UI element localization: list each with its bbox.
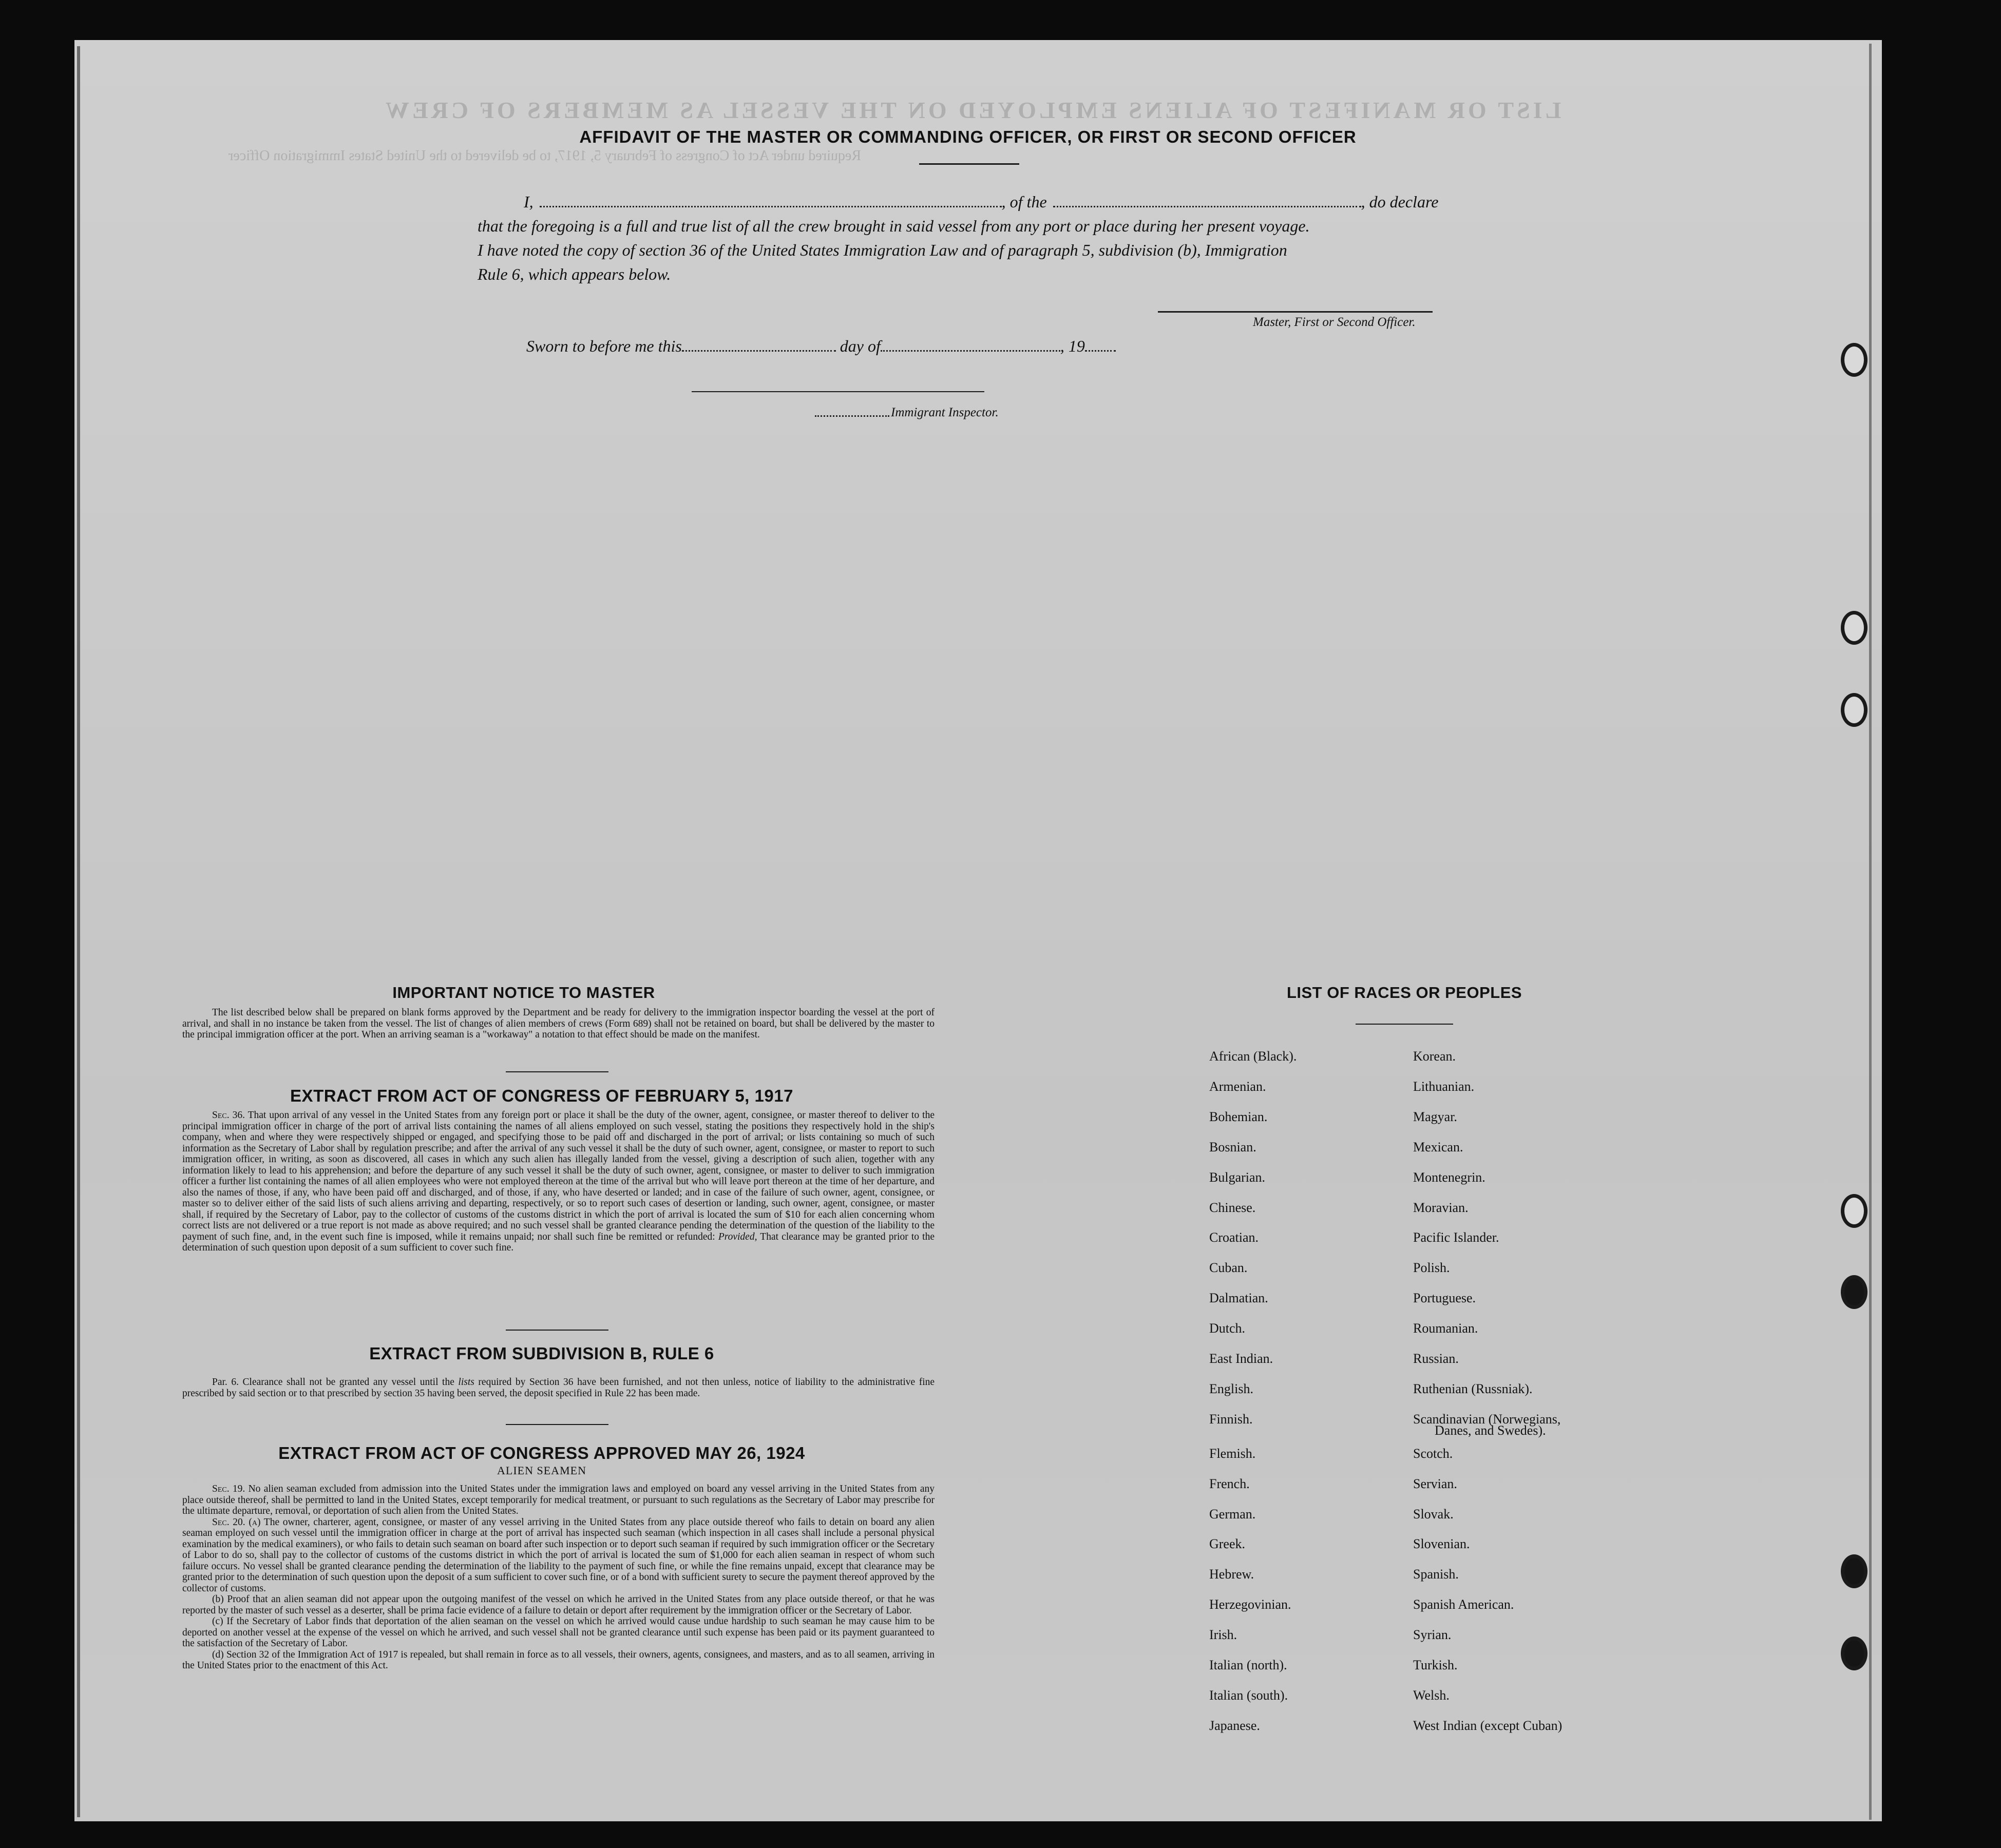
race-right-item: Mexican. [1413, 1140, 1463, 1154]
alien-seamen-subtitle: ALIEN SEAMEN [497, 1464, 586, 1477]
rule6-text-a: Par. 6. Clearance shall not be granted any vessel until the [212, 1377, 454, 1388]
vessel-name-field[interactable] [1053, 205, 1361, 207]
race-right-item: West Indian (except Cuban) [1413, 1718, 1562, 1733]
race-right-item: Scotch. [1413, 1446, 1453, 1461]
master-signature-caption: Master, First or Second Officer. [1253, 315, 1416, 329]
page-edge [1869, 44, 1872, 1820]
sec20d-text: Section 32 of the Immigration Act of 1917 is repealed, but shall remain in force as to all vessels, their owners, agents, consignees, and masters, and as to all seamen, arriving in the United States prior to the enactment of this Act. [182, 1649, 935, 1671]
binding-hole [1841, 693, 1867, 727]
inspector-signature-line[interactable] [692, 391, 984, 392]
extract-rule6-title: EXTRACT FROM SUBDIVISION B, RULE 6 [369, 1344, 714, 1363]
affidavit-line-4: Rule 6, which appears below. [478, 265, 671, 283]
binding-hole [1841, 611, 1867, 645]
sworn-prefix: Sworn to before me this [526, 337, 682, 355]
race-left-item: English. [1209, 1381, 1253, 1396]
rule6-text-b: required by Section 36 have been furnished, and not then unless, notice of liability to the administrative fine prescribed by said section or to that prescribed by section 35 having been served, the deposit specified in Rule 22 has been made. [182, 1377, 935, 1399]
race-left-item: African (Black). [1209, 1049, 1297, 1064]
race-right-item: Portuguese. [1413, 1291, 1476, 1305]
binding-hole [1841, 343, 1867, 377]
rule6-paragraph [182, 1377, 935, 1399]
extract-1917-text [182, 1110, 935, 1254]
sworn-year-field[interactable] [1085, 350, 1116, 352]
sworn-line [526, 337, 1116, 356]
bleedthrough-subtitle: Required under Act of Congress of February 5, 1917, to be delivered to the United States Immigration Officer [228, 148, 861, 164]
proviso-word: Provided, [718, 1231, 757, 1242]
notice-paragraph: The list described below shall be prepared on blank forms approved by the Department and be ready for delivery to the immigration inspector boarding the vessel at the port of arrival, and shall in no instance be taken from the vessel. The list of changes of alien members of crews (Form 689) shall not be retained on board, but shall be delivered by the master to the principal immigration officer at the port. When an arriving seaman is a "workaway" a notation to that effect should be made on the manifest. [182, 1007, 935, 1040]
sec20b-label: (b) [212, 1594, 224, 1605]
proviso-text: That clearance may be granted prior to the determination of such question upon deposit of a sum sufficient to cover such fine. [182, 1231, 935, 1253]
rule6-lists-word: lists [458, 1377, 474, 1388]
race-right-item: Polish. [1413, 1260, 1450, 1275]
master-signature-line[interactable] [1158, 311, 1433, 313]
sec20d-paragraph [182, 1649, 935, 1671]
sec19-label: Sec. 19. [212, 1484, 245, 1494]
race-left-item: Dalmatian. [1209, 1291, 1268, 1305]
sworn-month-field[interactable] [881, 350, 1060, 352]
bleedthrough-header: LIST OR MANIFEST OF ALIENS EMPLOYED ON THE VESSEL AS MEMBERS OF CREW [383, 97, 1561, 123]
race-left-item: Bohemian. [1209, 1109, 1268, 1124]
races-title-rule [1356, 1024, 1453, 1025]
sec20c-paragraph [182, 1616, 935, 1649]
inspector-dotted-line [815, 415, 889, 417]
sworn-day-field[interactable] [682, 350, 836, 352]
section-divider [506, 1424, 608, 1425]
affidavit-line-3: I have noted the copy of section 36 of the United States Immigration Law and of paragraph 5, subdivision (b), Immigration [478, 241, 1287, 259]
sec36-paragraph [182, 1110, 935, 1254]
sec36-text: That upon arrival of any vessel in the United States from any foreign port or place it shall be the duty of the owner, agent, consignee, or master thereof to deliver to the principal immigration officer in charge of the port of arrival lists containing the names of all aliens employed on such vessel, stating the positions they respectively hold in the ship's company, when and where they were respectively shipped or engaged, and specifying those to be paid off and discharged in the port of arrival; or lists containing so much of such information as the Secretary of Labor shall by regulation prescribe; and after the arrival of any such vessel it shall be the duty of such owner, agent, consignee, or master to report to such immigration officer, in writing, as soon as discovered, all cases in which any such alien has illegally landed from the vessel, giving a description of such alien, together with any information likely to lead to his apprehension; and before the departure of any such vessel it shall be the duty of such owner, agent, consignee, or master to deliver to such immigration officer a further list containing the names of all alien employees who were not employed thereon at the time of the arrival but who will leave port thereon at the time of her departure, and also the names of those, if any, who have been paid off and discharged, and of those, if any, who have deserted or landed; and in case of the failure of such owner, agent, consignee, or master so to deliver either of the said lists of such aliens arriving and departing, respectively, or so to report such cases of desertion or landing, such owner, agent, consignee, or master shall, if required by the Secretary of Labor, pay to the collector of customs of the customs district in which the port of arrival is located the sum of $10 for each alien concerning whom correct lists are not delivered or a true report is not made as above required; and no such vessel shall be granted clearance pending the determination of the question of the liability to the payment of such fine, and, in the event such fine is imposed, while it remains unpaid; nor shall such fine be remitted or refunded: [182, 1110, 935, 1242]
declarant-name-field[interactable] [540, 205, 1002, 207]
race-right-item: Turkish. [1413, 1658, 1458, 1672]
race-left-item: East Indian. [1209, 1351, 1273, 1366]
race-left-item: Japanese. [1209, 1718, 1260, 1733]
race-right-item: Russian. [1413, 1351, 1459, 1366]
notice-text [182, 1007, 935, 1041]
sec20c-label: (c) [212, 1616, 223, 1627]
race-left-item: Irish. [1209, 1627, 1237, 1642]
binding-hole [1841, 1275, 1867, 1309]
page-edge [77, 46, 80, 1817]
race-left-item: French. [1209, 1476, 1250, 1491]
race-left-item: Croatian. [1209, 1230, 1259, 1245]
extract-rule6-text [182, 1377, 935, 1399]
race-left-item: Hebrew. [1209, 1567, 1254, 1582]
race-left-item: Italian (north). [1209, 1658, 1287, 1672]
binding-hole [1841, 1554, 1867, 1588]
race-right-item: Magyar. [1413, 1109, 1457, 1124]
sec20a-text: The owner, charterer, agent, consignee, or master of any vessel arriving in the United States from any place outside thereof who fails to detain on board any alien seaman employed on such vessel until the immigration officer in charge at the port of arrival has inspected such seaman (which inspection in all cases shall include a personal physical examination by the medical examiners), or who fails to detain such seaman on board after such inspection or to deport such seaman if required by such immigration officer or the Secretary of Labor to do so, shall pay to the collector of customs of the customs district in which the port of arrival is located the sum of $1,000 for each alien seaman in respect of whom such failure occurs. No vessel shall be granted clearance pending the determination of the liability to the payment of such fine, or while the fine remains unpaid, except that clearance may be granted prior to the determination of such question upon the deposit of a sum sufficient to cover such fine, or of a bond with sufficient surety to secure the payment thereof approved by the collector of customs. [182, 1516, 935, 1594]
race-left-item: Herzegovinian. [1209, 1597, 1291, 1612]
sec19-paragraph [182, 1484, 935, 1517]
race-left-item: Greek. [1209, 1536, 1246, 1551]
race-right-item: Welsh. [1413, 1688, 1450, 1703]
race-scandinavian-cont: Danes, and Swedes). [1435, 1423, 1546, 1438]
sworn-day-of-label: day of [840, 337, 881, 355]
sec20a-paragraph [182, 1517, 935, 1594]
binding-hole [1841, 1637, 1867, 1670]
binding-hole [1841, 1194, 1867, 1228]
title-rule [919, 163, 1019, 165]
inspector-caption: Immigrant Inspector. [891, 406, 999, 419]
race-left-item: German. [1209, 1507, 1256, 1522]
section-divider [506, 1071, 608, 1072]
race-right-item: Slovak. [1413, 1507, 1454, 1522]
race-right-item: Moravian. [1413, 1200, 1469, 1215]
notice-title: IMPORTANT NOTICE TO MASTER [392, 984, 655, 1002]
race-left-item: Bulgarian. [1209, 1170, 1266, 1185]
race-right-item: Lithuanian. [1413, 1079, 1475, 1094]
race-left-item: Bosnian. [1209, 1140, 1256, 1154]
declare-label: , do declare [1361, 192, 1439, 211]
race-right-item: Spanish American. [1413, 1597, 1514, 1612]
race-left-item: Finnish. [1209, 1412, 1253, 1427]
race-right-item: Slovenian. [1413, 1536, 1470, 1551]
affidavit-line-1 [478, 190, 1458, 214]
vessel-of-label: , of the [1001, 192, 1047, 211]
race-right-item: Ruthenian (Russniak). [1413, 1381, 1533, 1396]
sec20c-text: If the Secretary of Labor finds that deportation of the alien seaman on the vessel on which he arrived would cause undue hardship to such seaman he may cause him to be deported on another vessel at the expense of the vessel on which he arrived, and such vessel shall not be granted clearance until such expense has been paid or its payment guaranteed to the satisfaction of the Secretary of Labor. [182, 1616, 935, 1649]
races-title: LIST OF RACES OR PEOPLES [1286, 984, 1522, 1002]
race-right-item: Scandinavian (Norwegians, [1413, 1412, 1561, 1427]
extract-1917-title: EXTRACT FROM ACT OF CONGRESS OF FEBRUARY 5, 1917 [290, 1086, 793, 1105]
affidavit-line-2: that the foregoing is a full and true list of all the crew brought in said vessel from any port or place during her present voyage. [478, 217, 1310, 235]
sworn-year-label: , 19 [1060, 337, 1085, 355]
sec20a-label: Sec. 20. (a) [212, 1516, 261, 1528]
race-right-item: Syrian. [1413, 1627, 1452, 1642]
race-left-item: Italian (south). [1209, 1688, 1288, 1703]
sec20b-paragraph [182, 1594, 935, 1616]
sec36-label: Sec. 36. [212, 1110, 245, 1121]
race-left-item: Chinese. [1209, 1200, 1256, 1215]
extract-1924-title: EXTRACT FROM ACT OF CONGRESS APPROVED MAY 26, 1924 [278, 1443, 805, 1462]
race-right-item: Roumanian. [1413, 1321, 1478, 1336]
affidavit-title: AFFIDAVIT OF THE MASTER OR COMMANDING OFFICER, OR FIRST OR SECOND OFFICER [579, 127, 1357, 146]
affidavit-body [478, 190, 1458, 286]
sec19-text: No alien seaman excluded from admission into the United States under the immigration laws and employed on board any vessel arriving in the United States from any place outside thereof, shall be permitted to land in the United States, except temporarily for medical treatment, or pursuant to such regulations as the Secretary of Labor may prescribe for the ultimate departure, removal, or deportation of such alien from the United States. [182, 1484, 935, 1516]
section-divider [506, 1330, 608, 1331]
race-right-item: Spanish. [1413, 1567, 1459, 1582]
race-right-item: Korean. [1413, 1049, 1456, 1064]
sec20b-text: Proof that an alien seaman did not appear upon the outgoing manifest of the vessel on which he arrived in the United States from any place outside thereof, or that he was reported by the master of such vessel as a deserter, shall be prima facie evidence of a failure to detain or deport after requirement by the immigration officer or the Secretary of Labor. [182, 1594, 935, 1616]
sec20d-label: (d) [212, 1649, 224, 1660]
race-left-item: Dutch. [1209, 1321, 1246, 1336]
race-left-item: Flemish. [1209, 1446, 1256, 1461]
race-left-item: Armenian. [1209, 1079, 1266, 1094]
race-right-item: Montenegrin. [1413, 1170, 1485, 1185]
extract-1924-text [182, 1484, 935, 1671]
race-left-item: Cuban. [1209, 1260, 1248, 1275]
race-right-item: Servian. [1413, 1476, 1457, 1491]
declarant-prefix: I, [524, 192, 533, 211]
race-right-item: Pacific Islander. [1413, 1230, 1499, 1245]
